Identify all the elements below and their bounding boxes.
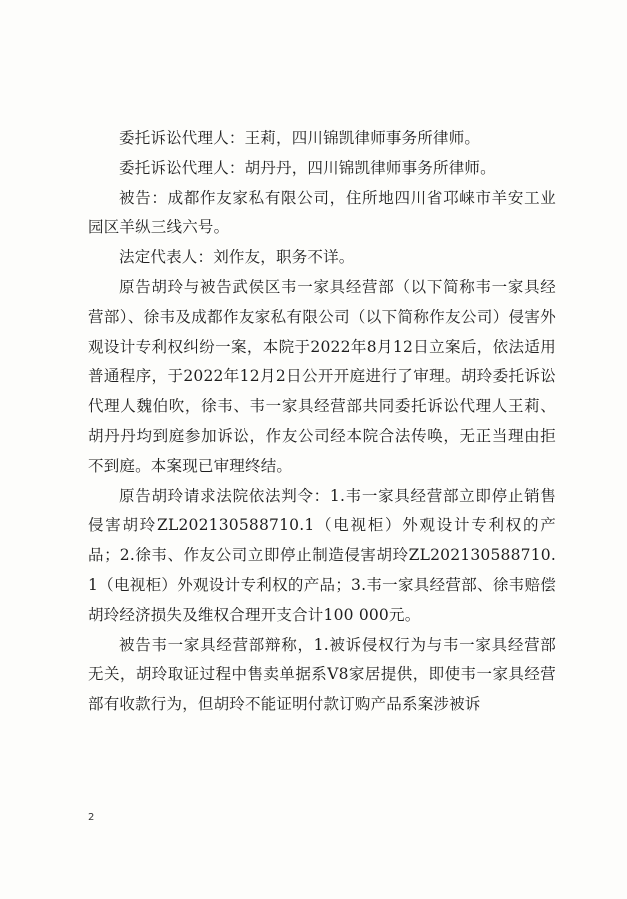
paragraph-plaintiff-claims: 原告胡玲请求法院依法判令：1.韦一家具经营部立即停止销售侵害胡玲ZL202130588710.1（电视柜）外观设计专利权的产品；2.徐韦、作友公司立即停止制造侵害胡玲ZL202130588710.1（电视柜）外观设计专利权的产品；3.韦一家具经营部、徐韦赔偿胡玲经济损失及维权合理开支合计100 000元。 [88,486,556,624]
document-body [88,124,556,720]
paragraph-defense: 被告韦一家具经营部辩称，1.被诉侵权行为与韦一家具经营部无关，胡玲取证过程中售卖单据系V8家居提供，即使韦一家具经营部有收款行为，但胡玲不能证明付款订购产品系案涉被诉 [88,635,556,714]
paragraph-case-background: 原告胡玲与被告武侯区韦一家具经营部（以下简称韦一家具经营部）、徐韦及成都作友家私有限公司（以下简称作友公司）侵害外观设计专利权纠纷一案，本院于2022年8月12日立案后，依法适用普通程序，于2022年12月2日公开开庭进行了审理。胡玲委托诉讼代理人魏伯吹，徐韦、韦一家具经营部共同委托诉讼代理人王莉、胡丹丹均到庭参加诉讼，作友公司经本院合法传唤，无正当理由拒不到庭。本案现已审理终结。 [88,277,556,475]
paragraph-defendant: 被告：成都作友家私有限公司，住所地四川省邛崃市羊安工业园区羊纵三线六号。 [88,188,556,237]
paragraph-agent-wang: 委托诉讼代理人：王莉，四川锦凯律师事务所律师。 [119,129,481,147]
paragraph-agent-hu: 委托诉讼代理人：胡丹丹，四川锦凯律师事务所律师。 [119,158,496,177]
paragraph-legal-representative: 法定代表人：刘作友，职务不详。 [119,248,355,267]
page-number: 2 [88,812,95,823]
